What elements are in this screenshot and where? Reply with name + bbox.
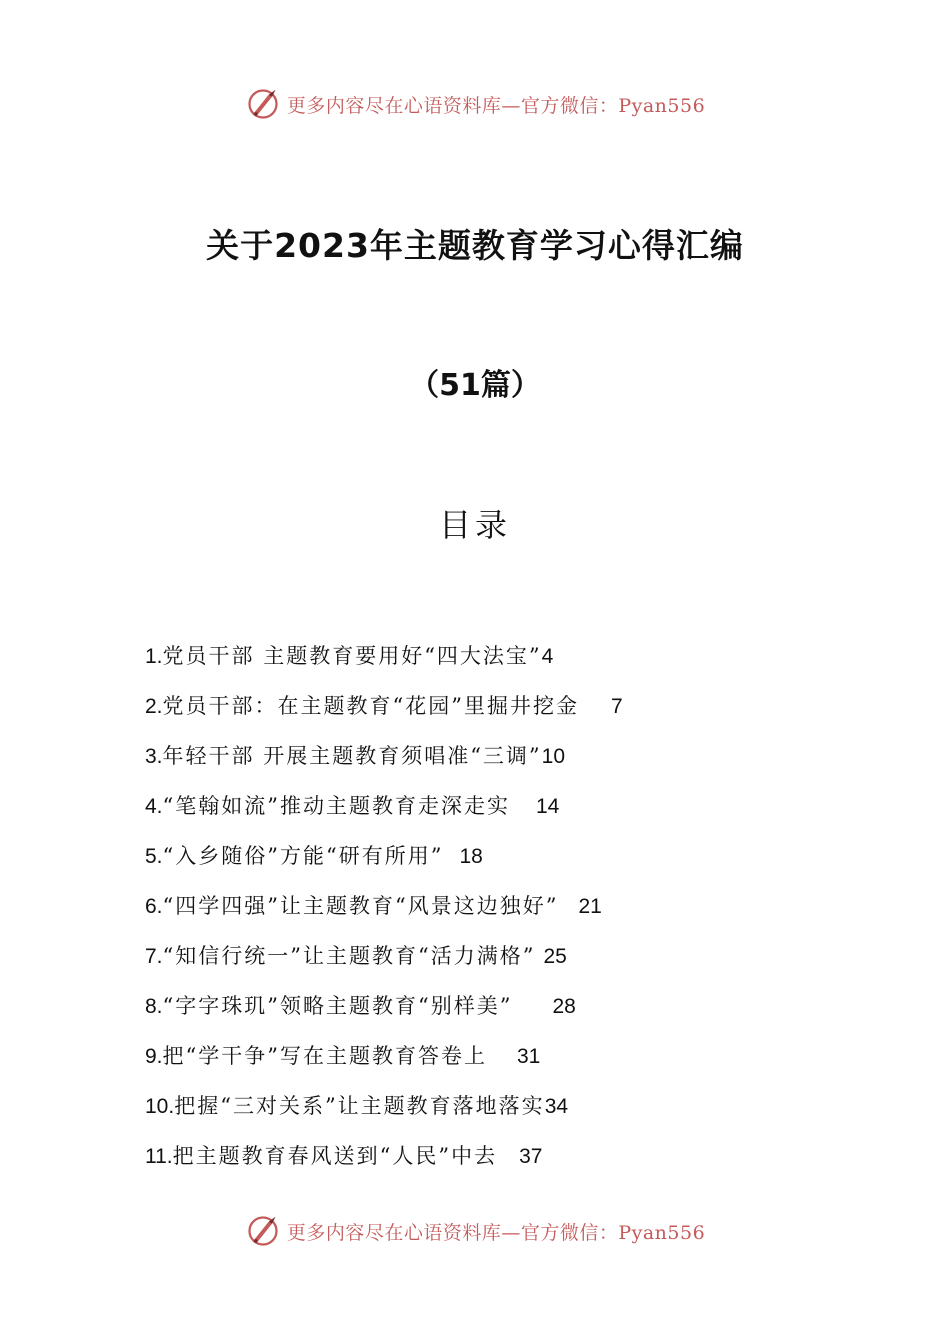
watermark-text: 更多内容尽在心语资料库—官方微信：Pyan556	[286, 1221, 706, 1244]
toc-item-page: 28	[552, 995, 576, 1018]
toc-item-title: “笔翰如流”推动主题教育走深走实	[162, 794, 510, 818]
toc-item-title: “字字珠玑”领略主题教育“别样美”	[162, 994, 513, 1018]
toc-item-number: 7.	[145, 945, 163, 968]
toc-item[interactable]	[145, 1036, 845, 1086]
toc-item[interactable]	[145, 936, 845, 986]
header-watermark	[0, 84, 950, 124]
toc-item-page: 18	[459, 845, 483, 868]
toc-item[interactable]	[145, 1086, 845, 1136]
toc-item-number: 1.	[145, 645, 163, 668]
document-title: 关于2023年主题教育学习心得汇编	[206, 226, 744, 265]
toc-item[interactable]	[145, 1136, 845, 1186]
toc-item[interactable]	[145, 686, 845, 736]
toc-item-page: 31	[517, 1045, 541, 1068]
toc-item-page: 7	[611, 695, 623, 718]
toc-item-number: 3.	[145, 745, 163, 768]
toc-item-number: 5.	[145, 845, 163, 868]
toc-item[interactable]	[145, 886, 845, 936]
toc-item-title: “四学四强”让主题教育“风景这边独好”	[162, 894, 559, 918]
toc-item-page: 10	[541, 745, 566, 768]
toc-item-title: “入乡随俗”方能“研有所用”	[162, 844, 444, 868]
toc-item-title: 把“学干争”写在主题教育答卷上	[162, 1044, 487, 1068]
watermark-text: 更多内容尽在心语资料库—官方微信：Pyan556	[286, 94, 706, 117]
toc-item-title: 党员干部 主题教育要用好“四大法宝”	[162, 644, 542, 668]
footer-watermark	[0, 1211, 950, 1251]
toc-item[interactable]	[145, 636, 845, 686]
toc-item-page: 37	[519, 1145, 543, 1168]
toc-item-page: 4	[541, 645, 554, 668]
toc-item-number: 4.	[145, 795, 163, 818]
toc-item-page: 25	[543, 945, 567, 968]
toc-item-title: 党员干部：在主题教育“花园”里掘井挖金	[162, 694, 579, 718]
toc-item-title: 把握“三对关系”让主题教育落地落实	[174, 1094, 545, 1118]
toc-item-number: 2.	[145, 695, 163, 718]
toc-item-number: 8.	[145, 995, 163, 1018]
toc-heading: 目录	[438, 506, 511, 544]
toc-item-title: 年轻干部 开展主题教育须唱准“三调”	[162, 744, 542, 768]
toc-item[interactable]	[145, 786, 845, 836]
toc-item-page: 34	[544, 1095, 569, 1118]
toc-item[interactable]	[145, 986, 845, 1036]
table-of-contents	[145, 636, 845, 1186]
toc-item[interactable]	[145, 736, 845, 786]
toc-item-title: “知信行统一”让主题教育“活力满格”	[162, 944, 536, 968]
toc-item-number: 6.	[145, 895, 163, 918]
toc-item-page: 14	[536, 795, 560, 818]
quill-pen-logo-icon	[245, 1213, 281, 1249]
toc-item-page: 21	[578, 895, 602, 918]
toc-item-number: 10.	[145, 1095, 175, 1118]
toc-item[interactable]	[145, 836, 845, 886]
document-subtitle: （51篇）	[409, 368, 541, 403]
toc-item-number: 9.	[145, 1045, 163, 1068]
toc-item-number: 11.	[145, 1145, 173, 1168]
toc-item-title: 把主题教育春风送到“人民”中去	[172, 1144, 498, 1168]
quill-pen-logo-icon	[245, 86, 281, 122]
